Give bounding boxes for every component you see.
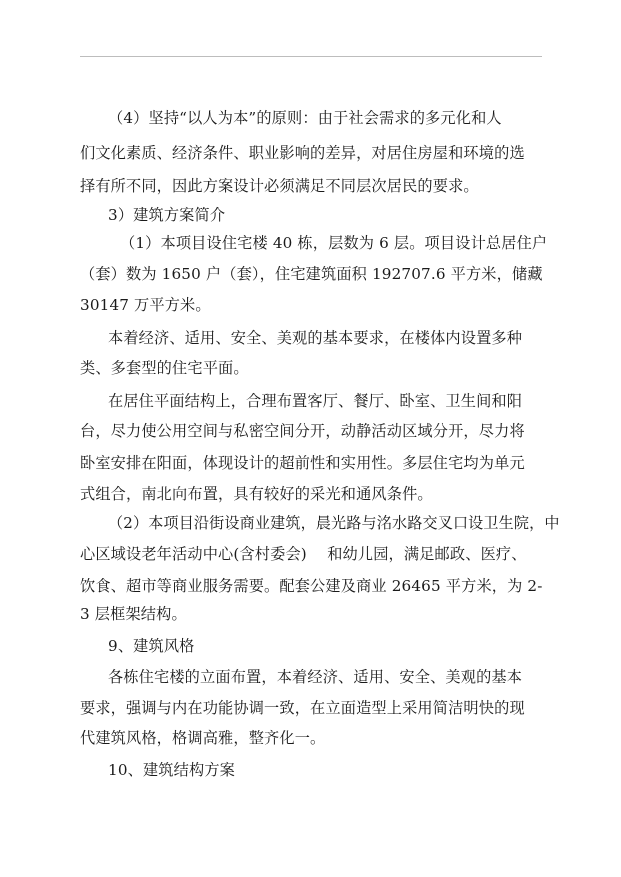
section-heading: 9、建筑风格 — [108, 637, 195, 655]
text-line: 要求，强调与内在功能协调一致，在立面造型上采用简洁明快的现 — [80, 699, 525, 717]
text-line: 卧室安排在阳面，体现设计的超前性和实用性。多层住宅均为单元 — [80, 454, 525, 472]
text-line: （套）数为 1650 户（套），住宅建筑面积 192707.6 平方米，储藏 — [80, 265, 543, 283]
section-heading: 3）建筑方案简介 — [108, 206, 226, 224]
text-line: 们文化素质、经济条件、职业影响的差异，对居住房屋和环境的选 — [80, 144, 525, 162]
text-line: 饮食、超市等商业服务需要。配套公建及商业 26465 平方米，为 2- — [80, 577, 543, 595]
text-line: 各栋住宅楼的立面布置，本着经济、适用、安全、美观的基本 — [108, 668, 523, 686]
text-line: （2）本项目沿街设商业建筑，晨光路与洺水路交叉口设卫生院，中 — [108, 514, 560, 532]
text-line: 30147 万平方米。 — [80, 296, 211, 314]
text-line: 3 层框架结构。 — [80, 605, 187, 623]
text-line: 本着经济、适用、安全、美观的基本要求，在楼体内设置多种 — [108, 329, 523, 347]
text-line: （1）本项目设住宅楼 40 栋，层数为 6 层。项目设计总居住户 — [120, 234, 548, 252]
text-line: 类、多套型的住宅平面。 — [80, 359, 249, 377]
text-line: 式组合，南北向布置，具有较好的采光和通风条件。 — [80, 485, 433, 503]
section-heading: 10、建筑结构方案 — [108, 761, 235, 779]
text-line: 心区域设老年活动中心(含村委会) 和幼儿园，满足邮政、医疗、 — [80, 545, 527, 563]
text-line: 择有所不同，因此方案设计必须满足不同层次居民的要求。 — [80, 177, 479, 195]
text-line: （4）坚持“以人为本”的原则：由于社会需求的多元化和人 — [108, 109, 502, 127]
text-line: 代建筑风格，格调高雅，整齐化一。 — [80, 729, 326, 747]
text-line: 在居住平面结构上，合理布置客厅、餐厅、卧室、卫生间和阳 — [108, 392, 523, 410]
header-rule — [80, 56, 542, 57]
text-line: 台，尽力使公用空间与私密空间分开，动静活动区域分开，尽力将 — [80, 422, 525, 440]
